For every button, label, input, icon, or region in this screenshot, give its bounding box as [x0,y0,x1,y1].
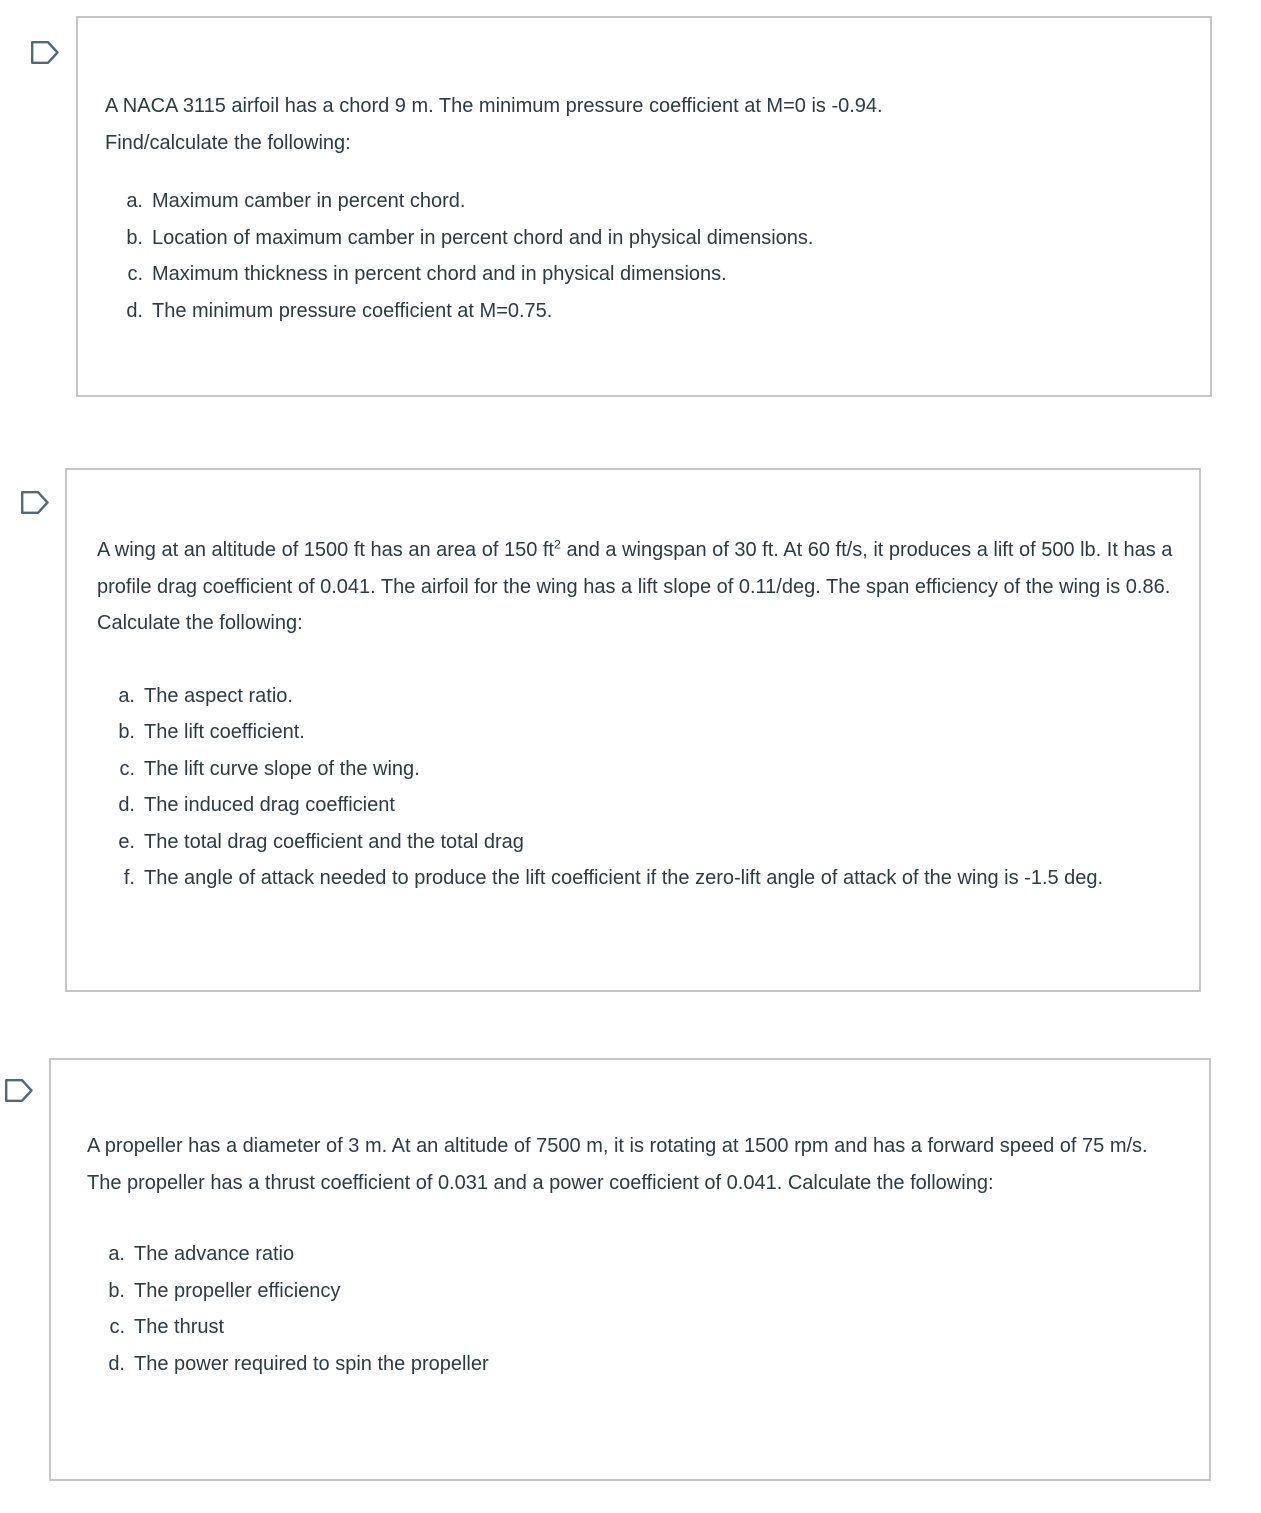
list-item-label: c. [119,757,135,780]
list-item-label: a. [118,684,135,707]
list-item [113,824,1177,861]
question-card [49,1058,1211,1481]
list-item-text: The lift curve slope of the wing. [144,757,420,780]
list-item-text: The propeller efficiency [134,1279,341,1302]
list-item-text: The lift coefficient. [144,721,305,743]
list-item [113,860,1177,897]
list-item-label: b. [108,1279,125,1302]
list-item [103,1236,1187,1273]
list-item-label: c. [109,1316,125,1338]
question-text-line: Find/calculate the following: [105,131,351,154]
list-item [121,256,1184,293]
question-subitems [105,183,1184,329]
list-item-label: d. [126,299,143,322]
question-text-segment: and a wingspan of 30 ft. At 60 ft/s, it produces a lift of 500 lb. It has a profile drag coefficient of 0.041. The airfoil for the wing has a lift slope of 0.11/deg. The span efficiency of the wing is 0.86. Calculate the following: [97,539,1173,634]
list-item-label: e. [118,830,135,853]
list-item-text: Maximum thickness in percent chord and in physical dimensions. [152,263,727,285]
question-card [65,468,1201,992]
question-text-segment: A wing at an altitude of 1500 ft has an area of 150 ft [97,539,554,561]
list-item-text: The total drag coefficient and the total drag [144,830,524,853]
list-item-text: Maximum camber in percent chord. [152,190,466,212]
list-item-text: The advance ratio [134,1243,295,1265]
list-item [113,678,1177,715]
question-subitems [87,1236,1187,1382]
list-item-text: The power required to spin the propeller [134,1352,489,1375]
list-item [103,1309,1187,1346]
list-item-label: f. [123,867,135,889]
list-item-label: d. [108,1352,125,1375]
list-item-label: b. [118,721,135,743]
list-item-text: The aspect ratio. [144,684,293,707]
list-item [113,714,1177,751]
question-text [97,532,1177,642]
list-item-label: a. [108,1243,125,1265]
list-item-label: d. [118,794,135,816]
question-text [105,88,1184,161]
list-item-text: The thrust [134,1316,225,1338]
question-bookmark-icon[interactable] [20,490,50,515]
list-item-text: Location of maximum camber in percent chord and in physical dimensions. [152,226,814,249]
list-item [113,787,1177,824]
question-bookmark-icon[interactable] [30,40,60,65]
list-item-label: b. [126,226,143,249]
list-item [121,220,1184,257]
list-item-text: The minimum pressure coefficient at M=0.75. [152,299,553,322]
list-item [103,1273,1187,1310]
list-item [103,1346,1187,1383]
list-item [113,751,1177,788]
list-item [121,183,1184,220]
question-text: A propeller has a diameter of 3 m. At an altitude of 7500 m, it is rotating at 1500 rpm and has a forward speed of 75 m/s. The propeller has a thrust coefficient of 0.031 and a power coefficient of 0.041. Calculate the following: [87,1135,1148,1194]
list-item-label: a. [126,190,143,212]
question-subitems [97,678,1177,897]
list-item-label: c. [127,263,143,285]
superscript-2: 2 [554,537,561,552]
question-text-line: A NACA 3115 airfoil has a chord 9 m. The minimum pressure coefficient at M=0 is -0.94. [105,95,883,117]
question-bookmark-icon[interactable] [4,1078,34,1103]
list-item-text: The angle of attack needed to produce the lift coefficient if the zero-lift angle of attack of the wing is -1.5 deg. [144,867,1104,889]
list-item [121,293,1184,330]
list-item-text: The induced drag coefficient [144,794,395,816]
question-card [76,16,1212,397]
